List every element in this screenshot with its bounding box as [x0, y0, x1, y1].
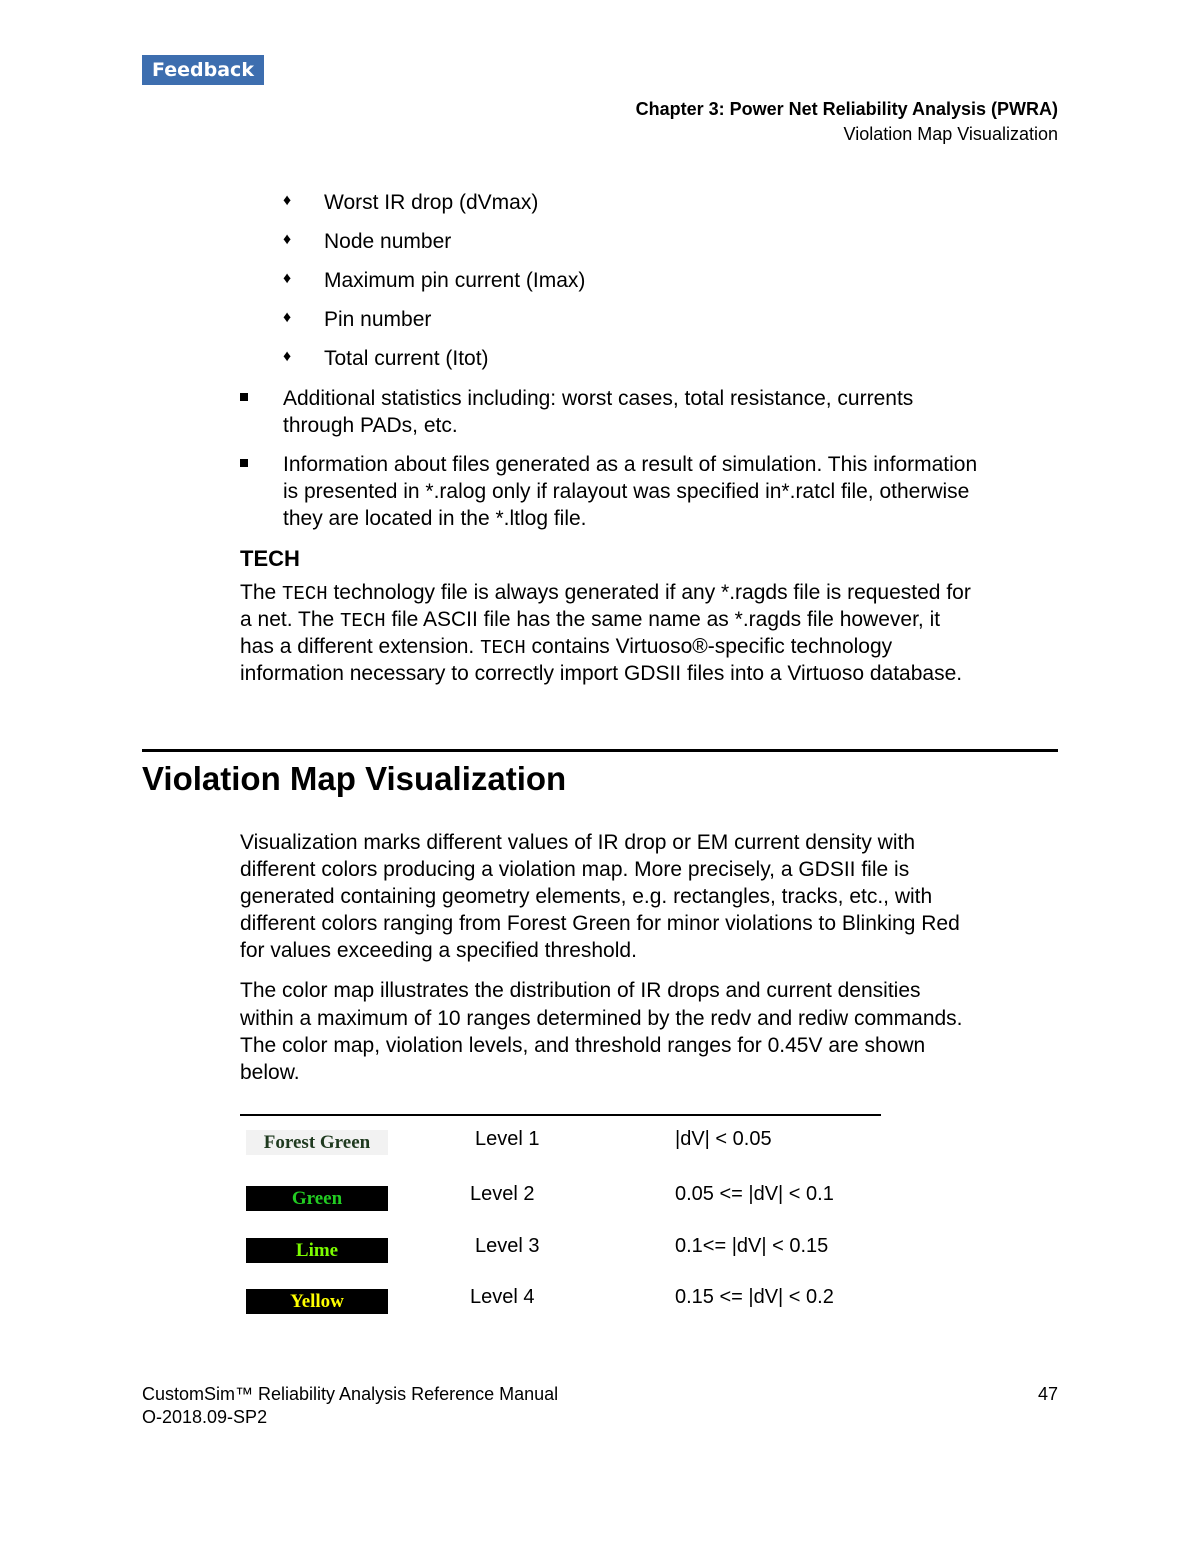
code-term: TECH: [480, 637, 526, 659]
list-item: is presented in *.ralog only if ralayout was specified in*.ratcl file, otherwise: [283, 480, 970, 503]
bullet-dot-icon: ♦: [283, 270, 292, 287]
paragraph-line: different colors ranging from Forest Green for minor violations to Blinking Red: [240, 912, 960, 935]
tech-paragraph-line: has a different extension. TECH contains Virtuoso®-specific technology: [240, 635, 893, 659]
tech-paragraph-line: The TECH technology file is always generated if any *.ragds file is requested for: [240, 581, 971, 605]
level-cell: Level 1: [475, 1128, 540, 1150]
level-cell: Level 2: [470, 1183, 535, 1205]
footer-manual-title: CustomSim™ Reliability Analysis Reference Manual: [142, 1384, 559, 1404]
list-item: Worst IR drop (dVmax): [324, 191, 539, 214]
paragraph-line: different colors producing a violation map. More precisely, a GDSII file is: [240, 858, 910, 881]
paragraph-line: within a maximum of 10 ranges determined by the redv and rediw commands.: [240, 1007, 963, 1030]
color-swatch: Lime: [246, 1238, 388, 1263]
header-chapter: Chapter 3: Power Net Reliability Analysis (PWRA): [635, 99, 1058, 119]
paragraph-line: Visualization marks different values of IR drop or EM current density with: [240, 831, 916, 854]
list-item: through PADs, etc.: [283, 414, 458, 437]
tech-heading: TECH: [240, 546, 300, 571]
page-number: 47: [1037, 1384, 1058, 1404]
color-swatch: Forest Green: [246, 1130, 388, 1155]
footer-version: O-2018.09-SP2: [142, 1407, 268, 1427]
color-swatch: Green: [246, 1186, 388, 1211]
paragraph-line: below.: [240, 1061, 300, 1084]
range-cell: |dV| < 0.05: [675, 1128, 772, 1150]
level-cell: Level 3: [475, 1235, 540, 1257]
paragraph-line: The color map, violation levels, and threshold ranges for 0.45V are shown: [240, 1034, 926, 1057]
paragraph-line: The color map illustrates the distribution of IR drops and current densities: [240, 979, 921, 1002]
bullet-dot-icon: ♦: [283, 192, 292, 209]
list-item: Pin number: [324, 308, 432, 331]
paragraph-line: for values exceeding a specified threshold.: [240, 939, 637, 962]
bullet-dot-icon: ♦: [283, 309, 292, 326]
range-cell: 0.1<= |dV| < 0.15: [675, 1235, 829, 1257]
paragraph-line: generated containing geometry elements, e.g. rectangles, tracks, etc., with: [240, 885, 933, 908]
code-term: TECH: [340, 610, 386, 632]
section-title: Violation Map Visualization: [142, 760, 567, 797]
list-item: Total current (Itot): [324, 347, 489, 370]
list-item: they are located in the *.ltlog file.: [283, 507, 587, 530]
range-cell: 0.15 <= |dV| < 0.2: [675, 1286, 834, 1308]
tech-paragraph-line: a net. The TECH file ASCII file has the same name as *.ragds file however, it: [240, 608, 941, 632]
level-cell: Level 4: [470, 1286, 535, 1308]
feedback-button[interactable]: Feedback: [142, 55, 264, 85]
table-top-rule: [240, 1114, 881, 1116]
list-item: Additional statistics including: worst cases, total resistance, currents: [283, 387, 914, 410]
tech-paragraph-line: information necessary to correctly import GDSII files into a Virtuoso database.: [240, 662, 963, 685]
color-swatch: Yellow: [246, 1289, 388, 1314]
list-item: Node number: [324, 230, 452, 253]
list-item: Information about files generated as a result of simulation. This information: [283, 453, 978, 476]
range-cell: 0.05 <= |dV| < 0.1: [675, 1183, 834, 1205]
bullet-dot-icon: ♦: [283, 231, 292, 248]
section-divider: [142, 749, 1058, 752]
code-term: TECH: [282, 583, 328, 605]
header-section: Violation Map Visualization: [843, 124, 1058, 144]
bullet-dot-icon: ♦: [283, 348, 292, 365]
bullet-square-icon: [240, 459, 248, 467]
bullet-square-icon: [240, 393, 248, 401]
list-item: Maximum pin current (Imax): [324, 269, 586, 292]
